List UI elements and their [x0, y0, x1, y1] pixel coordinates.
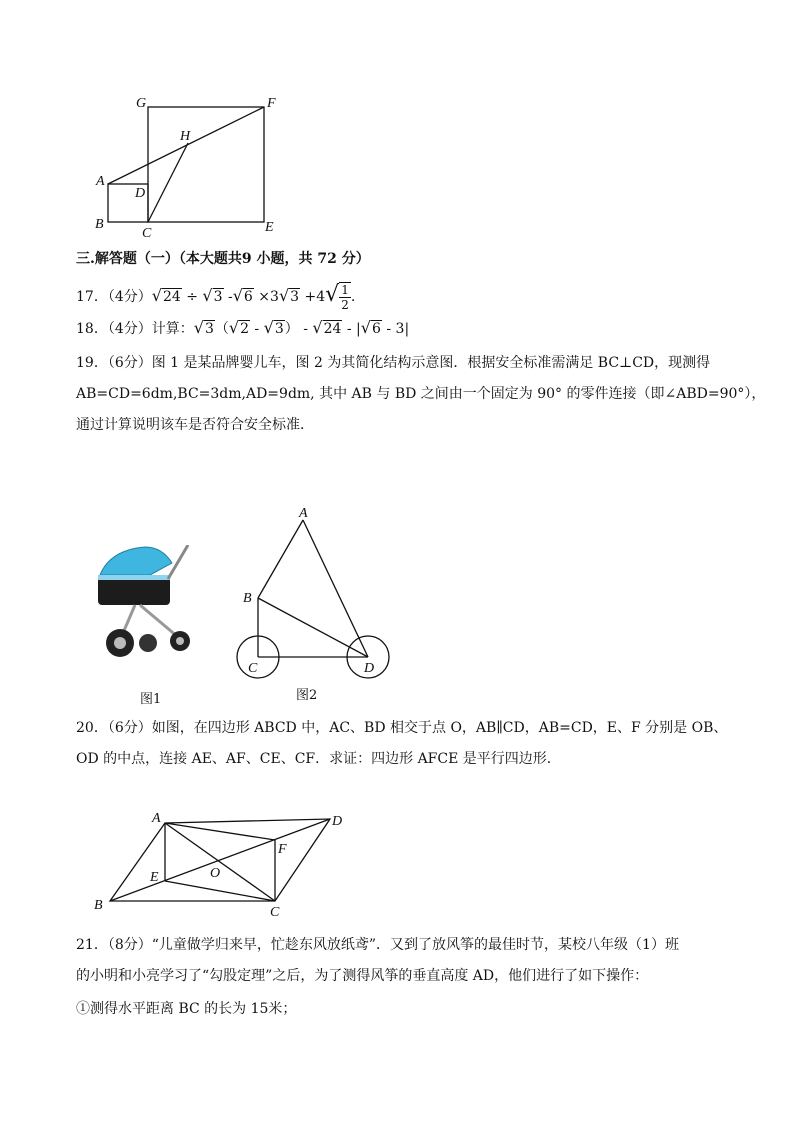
- sqrt-icon: √: [263, 318, 274, 337]
- q19-line1: 19．（6分）图 1 是某品牌婴儿车，图 2 为其简化结构示意图．根据安全标准需满足 BC⊥CD，现测得: [76, 355, 711, 371]
- q18-minus: -: [298, 321, 313, 337]
- question-17: [76, 282, 355, 312]
- sqrt-icon: √: [202, 286, 213, 305]
- square-cefg: [148, 107, 264, 222]
- q19-line2: AB=CD=6dm,BC=3dm,AD=9dm, 其中 AB 与 BD 之间由一个固定为 90° 的零件连接（即∠ABD=90°），: [76, 386, 766, 402]
- q20-line1: 20．（6分）如图，在四边形 ABCD 中，AC、BD 相交于点 O，AB∥CD，AB=CD，E、F 分别是 OB、: [76, 720, 728, 736]
- label-a: A: [299, 506, 308, 521]
- label-d: D: [364, 661, 375, 676]
- sqrt-icon: √: [193, 318, 204, 337]
- sqrt-icon: √: [360, 318, 371, 337]
- sqrt-icon: √: [312, 318, 323, 337]
- q17-prefix: 17．（4分）: [76, 289, 152, 305]
- segment-af: [108, 107, 264, 184]
- segment-ad: [303, 520, 368, 657]
- label-a: A: [152, 811, 161, 826]
- q17-plus4: +4: [304, 289, 326, 305]
- q17-op1: ÷: [186, 289, 198, 305]
- label-o: O: [210, 866, 221, 881]
- sqrt-icon: √: [278, 286, 290, 305]
- stroller-image: [90, 545, 200, 665]
- stroller-basket: [98, 577, 170, 605]
- q18-r4: 24: [323, 321, 342, 337]
- q17-den: 2: [341, 298, 349, 312]
- q18-rp: ）: [284, 321, 299, 337]
- label-c: C: [142, 226, 152, 240]
- section-title: 三.解答题（一）（本大题共9 小题，共 72 分）: [76, 251, 370, 267]
- segment-af: [165, 823, 275, 840]
- q17-r4: 3: [290, 289, 300, 305]
- label-h: H: [180, 129, 191, 144]
- q18-r3: 3: [274, 321, 284, 337]
- stroller-frame-rear: [140, 605, 178, 637]
- label-f: F: [267, 96, 276, 111]
- label-c: C: [248, 661, 258, 676]
- q17-num: 1: [341, 283, 349, 297]
- label-a: A: [96, 174, 105, 189]
- q17-r3: 6: [243, 289, 253, 305]
- figure2-caption: 图2: [296, 688, 318, 703]
- sqrt-icon: √: [228, 318, 240, 337]
- label-b: B: [95, 217, 104, 232]
- sqrt-icon: √: [151, 286, 162, 305]
- q21-line3: ①测得水平距离 BC 的长为 15米；: [76, 1001, 297, 1017]
- figure1-caption: 图1: [140, 692, 162, 707]
- q21-line1: 21．（8分）“儿童做学归来早，忙趁东风放纸鸢”．又到了放风筝的最佳时节，某校八年级（1）班: [76, 937, 679, 953]
- label-c: C: [270, 905, 280, 920]
- q17-end: .: [350, 289, 356, 305]
- label-g: G: [136, 96, 147, 111]
- label-d: D: [332, 814, 343, 829]
- q20-line2: OD 的中点，连接 AE、AF、CE、CF．求证：四边形 AFCE 是平行四边形．: [76, 751, 561, 767]
- stroller-wheel-mid: [139, 634, 157, 652]
- q17-r1: 24: [162, 289, 181, 305]
- q18-prefix: 18．（4分）计算：: [76, 321, 194, 337]
- q17-r2: 3: [213, 289, 223, 305]
- label-f: F: [278, 842, 287, 857]
- q18-r2: 2: [240, 321, 249, 337]
- q18-lp: （: [214, 321, 229, 337]
- q17-fraction: [339, 282, 351, 312]
- q18-abs-open: - |: [342, 321, 361, 337]
- q17-minus: -: [227, 289, 233, 305]
- stroller-diagram: [230, 502, 400, 682]
- label-b: B: [243, 591, 252, 606]
- label-d: D: [135, 186, 146, 201]
- q18-abs-tail: - 3|: [381, 321, 410, 337]
- q17-times: ×3: [258, 289, 279, 305]
- square-figure: [88, 95, 288, 240]
- label-e: E: [150, 870, 159, 885]
- stroller-canopy: [100, 547, 172, 575]
- q18-r1: 3: [204, 321, 214, 337]
- q18-r5: 6: [371, 321, 381, 337]
- label-b: B: [94, 898, 103, 913]
- segment-ab: [258, 520, 303, 598]
- stroller-hub-rear: [176, 637, 184, 645]
- segment-ce: [165, 881, 275, 901]
- segment-bd: [258, 598, 368, 657]
- sqrt-icon: √: [325, 282, 340, 307]
- q21-line2: 的小明和小亮学习了“勾股定理”之后，为了测得风筝的垂直高度 AD，他们进行了如下操作：: [76, 968, 649, 984]
- sqrt-icon: √: [232, 286, 243, 305]
- stroller-hub-front: [114, 637, 126, 649]
- parallelogram-figure: [90, 805, 360, 920]
- stroller-trim: [98, 575, 170, 580]
- question-18: [76, 318, 409, 338]
- q18-mid: -: [249, 321, 264, 337]
- label-e: E: [265, 220, 274, 235]
- q19-line3: 通过计算说明该车是否符合安全标准．: [76, 417, 314, 433]
- diagonal-ac: [165, 823, 275, 901]
